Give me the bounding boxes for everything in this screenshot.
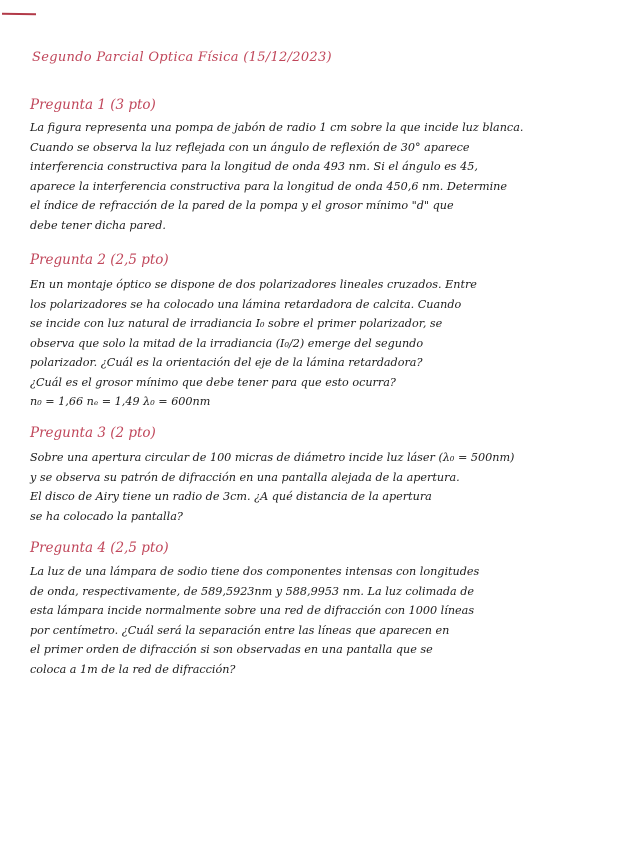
question-3-text: [30, 448, 610, 526]
text-line: n₀ = 1,66 nₑ = 1,49 λ₀ = 600nm: [30, 395, 211, 408]
text-line: ¿Cuál es el grosor mínimo que debe tener para que esto ocurra?: [30, 375, 396, 389]
text-line: En un montaje óptico se dispone de dos polarizadores lineales cruzados. Entre: [30, 278, 477, 291]
text-line: aparece la interferencia constructiva para la longitud de onda 450,6 nm. Determine: [30, 179, 507, 193]
text-line: La luz de una lámpara de sodio tiene dos componentes intensas con longitudes: [30, 565, 480, 578]
question-2-text: [30, 275, 610, 412]
text-line: por centímetro. ¿Cuál será la separación entre las líneas que aparecen en: [30, 623, 450, 637]
text-line: El disco de Airy tiene un radio de 3cm. ¿A qué distancia de la apertura: [30, 490, 432, 503]
text-line: interferencia constructiva para la longitud de onda 493 nm. Si el ángulo es 45,: [30, 160, 478, 173]
text-line: el índice de refracción de la pared de la pompa y el grosor mínimo "d" que: [30, 199, 454, 212]
question-4-text: [30, 562, 610, 679]
text-line: el primer orden de difracción si son observadas en una pantalla que se: [30, 643, 433, 656]
question-1-text: [30, 118, 610, 235]
question-4-heading: Pregunta 4 (2,5 pto): [30, 540, 169, 556]
text-line: Sobre una apertura circular de 100 micras de diámetro incide luz láser (λ₀ = 500nm): [30, 451, 515, 464]
text-line: y se observa su patrón de difracción en una pantalla alejada de la apertura.: [30, 470, 460, 484]
question-3-heading: Pregunta 3 (2 pto): [30, 425, 156, 441]
text-line: los polarizadores se ha colocado una lámina retardadora de calcita. Cuando: [30, 297, 462, 311]
text-line: La figura representa una pompa de jabón de radio 1 cm sobre la que incide luz blanca.: [30, 121, 524, 134]
text-line: esta lámpara incide normalmente sobre una red de difracción con 1000 líneas: [30, 604, 475, 617]
text-line: se ha colocado la pantalla?: [30, 509, 183, 523]
text-line: observa que solo la mitad de la irradiancia (I₀/2) emerge del segundo: [30, 336, 424, 350]
text-line: Cuando se observa la luz reflejada con un ángulo de reflexión de 30° aparece: [30, 140, 470, 154]
text-line: se incide con luz natural de irradiancia I₀ sobre el primer polarizador, se: [30, 317, 443, 330]
exam-title: Segundo Parcial Optica Física (15/12/2023): [32, 50, 332, 65]
text-line: debe tener dicha pared.: [30, 218, 166, 232]
text-line: coloca a 1m de la red de difracción?: [30, 662, 236, 676]
corner-pen-mark: [2, 13, 36, 16]
question-2-heading: Pregunta 2 (2,5 pto): [30, 252, 169, 268]
question-1-heading: Pregunta 1 (3 pto): [30, 97, 156, 113]
text-line: de onda, respectivamente, de 589,5923nm y 588,9953 nm. La luz colimada de: [30, 584, 475, 598]
text-line: polarizador. ¿Cuál es la orientación del eje de la lámina retardadora?: [30, 356, 423, 369]
